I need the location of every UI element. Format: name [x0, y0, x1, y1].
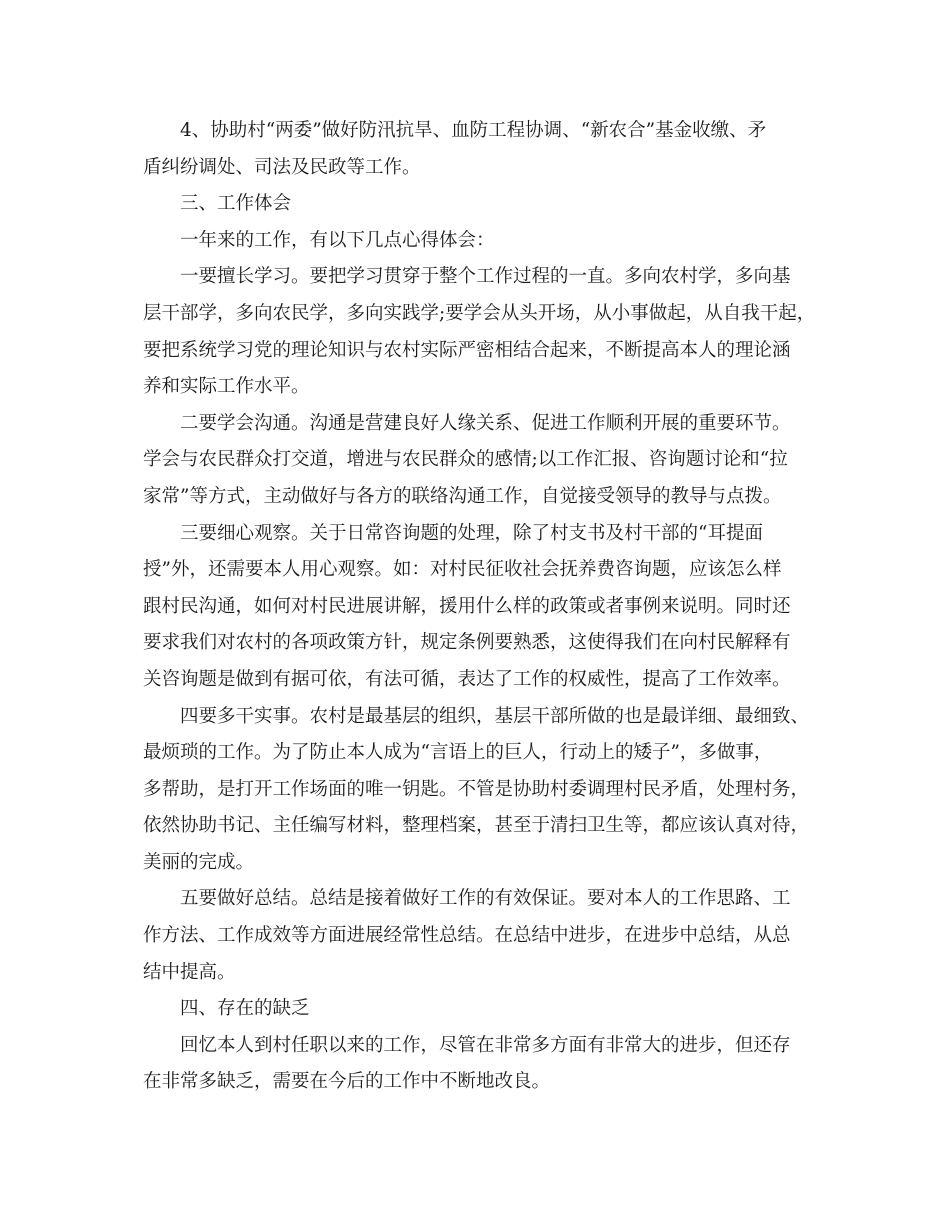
text-line: 跟村民沟通，如何对村民进展讲解，援用什么样的政策或者事例来说明。同时还 [143, 595, 791, 617]
text-line: 三要细心观察。关于日常咨询题的处理，除了村支书及村干部的“耳提面 [180, 522, 763, 544]
section-heading: 四、存在的缺乏 [180, 998, 310, 1020]
text-line: 一要擅长学习。要把学习贯穿于整个工作过程的一直。多向农村学，多向基 [180, 266, 791, 288]
section-heading: 三、工作体会 [180, 193, 292, 215]
text-line: 授”外，还需要本人用心观察。如：对村民征收社会抚养费咨询题，应该怎么样 [143, 559, 782, 581]
text-line: 要求我们对农村的各项政策方针，规定条例要熟悉，这使得我们在向村民解释有 [143, 632, 791, 654]
text-line: 要把系统学习党的理论知识与农村实际严密相结合起来，不断提高本人的理论涵 [143, 339, 791, 361]
text-line: 多帮助，是打开工作场面的唯一钥匙。不管是协助村委调理村民矛盾，处理村务， [143, 778, 810, 800]
text-line: 结中提高。 [143, 961, 236, 983]
text-line: 关咨询题是做到有据可依，有法可循，表达了工作的权威性，提高了工作效率。 [143, 668, 791, 690]
text-line: 美丽的完成。 [143, 851, 255, 873]
text-line: 作方法、工作成效等方面进展经常性总结。在总结中进步，在进步中总结，从总 [143, 925, 791, 947]
text-line: 层干部学，多向农民学，多向实践学;要学会从头开场，从小事做起，从自我干起， [143, 302, 816, 324]
text-line: 一年来的工作，有以下几点心得体会： [180, 229, 495, 251]
text-line: 五要做好总结。总结是接着做好工作的有效保证。要对本人的工作思路、工 [180, 888, 791, 910]
text-line: 最烦琐的工作。为了防止本人成为“言语上的巨人，行动上的矮子”，多做事， [143, 742, 773, 764]
text-line: 学会与农民群众打交道，增进与农民群众的感情;以工作汇报、咨询题讨论和“拉 [143, 449, 788, 471]
text-line: 四要多干实事。农村是最基层的组织，基层干部所做的也是最详细、最细致、 [180, 705, 810, 727]
text-line: 盾纠纷调处、司法及民政等工作。 [143, 156, 421, 178]
text-line: 依然协助书记、主任编写材料，整理档案，甚至于清扫卫生等，都应该认真对待， [143, 815, 810, 837]
text-line: 在非常多缺乏，需要在今后的工作中不断地改良。 [143, 1071, 551, 1093]
text-line: 二要学会沟通。沟通是营建良好人缘关系、促进工作顺利开展的重要环节。 [180, 412, 791, 434]
text-line: 4、协助村“两委”做好防汛抗旱、血防工程协调、“新农合”基金收缴、矛 [180, 120, 767, 141]
text-line: 家常”等方式，主动做好与各方的联络沟通工作，自觉接受领导的教导与点拨。 [143, 485, 782, 507]
text-line: 养和实际工作水平。 [143, 376, 310, 398]
document-body [143, 113, 823, 1101]
text-line: 回忆本人到村任职以来的工作，尽管在非常多方面有非常大的进步，但还存 [180, 1034, 791, 1056]
